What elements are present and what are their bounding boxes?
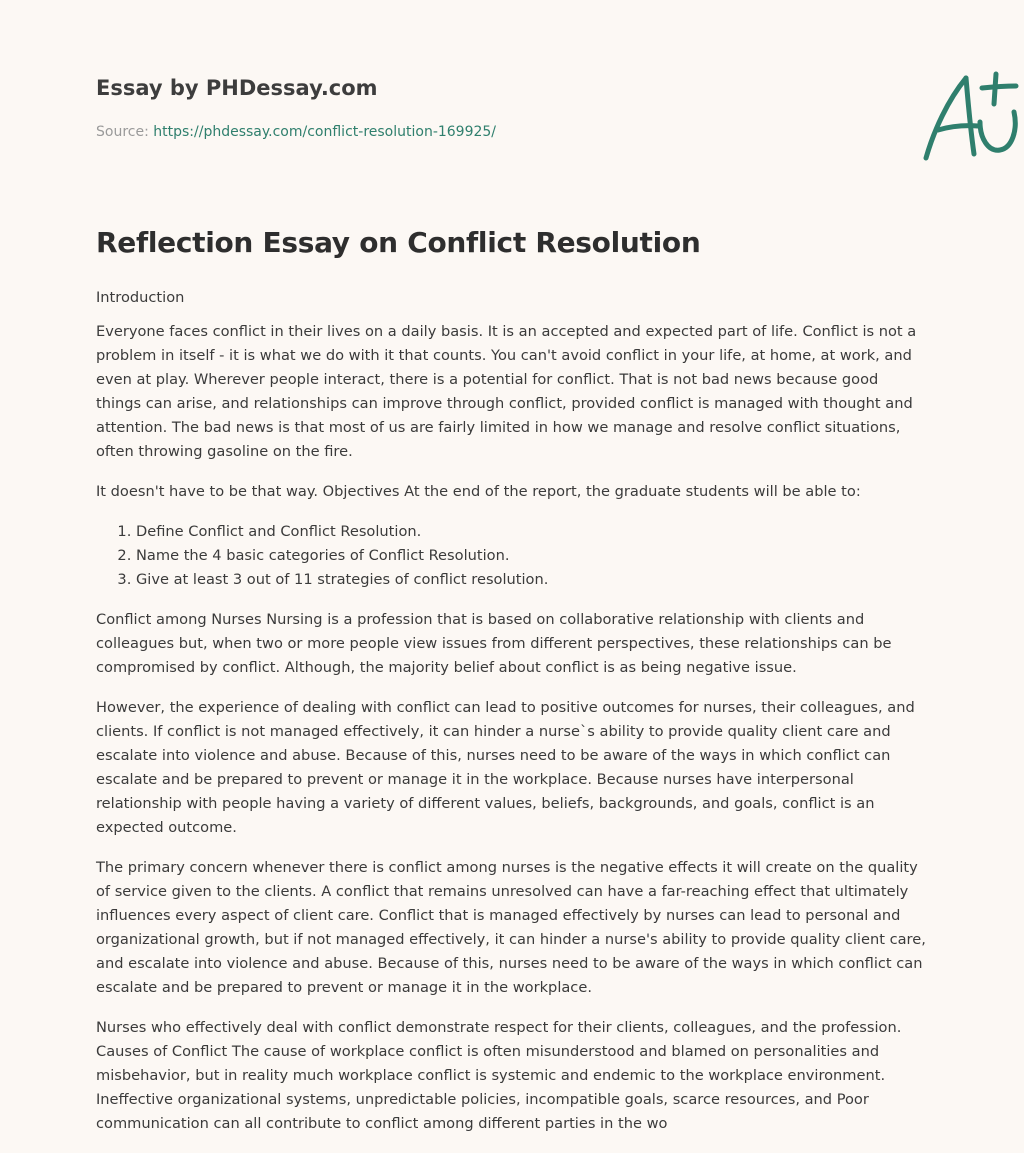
paragraph: Conflict among Nurses Nursing is a profession that is based on collaborative relationship with clients and colleagues but, when two or more people view issues from different perspectives, these relationships can be compromised by conflict. Although, the majority belief about conflict is as being negative issue. xyxy=(96,611,892,676)
objectives-list xyxy=(96,520,928,592)
list-item: 3. Give at least 3 out of 11 strategies of conflict resolution. xyxy=(136,568,928,592)
a-plus-icon xyxy=(918,68,1022,164)
list-item: 2. Name the 4 basic categories of Conflict Resolution. xyxy=(136,544,928,568)
list-item: 1. Define Conflict and Conflict Resolution. xyxy=(136,520,928,544)
paragraph: Everyone faces conflict in their lives on a daily basis. It is an accepted and expected part of life. Conflict is not a problem in itself - it is what we do with it that counts. You can't avoid conflict in your life, at home, at work, and even at play. Wherever people interact, there is a potential for conflict. That is not bad news because good things can arise, and relationships can improve through conflict, provided conflict is managed with thought and attention. The bad news is that most of us are fairly limited in how we manage and resolve conflict situations, often throwing gasoline on the fire. xyxy=(96,323,917,460)
essay-title: Reflection Essay on Conflict Resolution xyxy=(96,226,701,259)
source-label: Source: xyxy=(96,124,154,140)
brand-title: Essay by PHDessay.com xyxy=(96,76,378,100)
paragraph: The primary concern whenever there is conflict among nurses is the negative effects it will create on the quality of service given to the clients. A conflict that remains unresolved can have a far-reaching effect that ultimately influences every aspect of client care. Conflict that is managed effectively by nurses can lead to personal and organizational growth, but if not managed effectively, it can hinder a nurse's ability to provide quality client care, and escalate into violence and abuse. Because of this, nurses need to be aware of the ways in which conflict can escalate and be prepared to prevent or manage it in the workplace. xyxy=(96,859,926,996)
paragraph: However, the experience of dealing with conflict can lead to positive outcomes for nurses, their colleagues, and clients. If conflict is not managed effectively, it can hinder a nurse`s ability to provide quality client care and escalate into violence and abuse. Because of this, nurses need to be aware of the ways in which conflict can escalate and be prepared to prevent or manage it in the workplace. Because nurses have interpersonal relationship with people having a variety of different values, beliefs, backgrounds, and goals, conflict is an expected outcome. xyxy=(96,699,915,836)
source-line xyxy=(96,124,496,140)
source-link[interactable]: https://phdessay.com/conflict-resolution-169925/ xyxy=(153,124,497,140)
essay-body xyxy=(96,286,928,1152)
paragraph: Nurses who effectively deal with conflict demonstrate respect for their clients, colleagues, and the profession. Causes of Conflict The cause of workplace conflict is often misunderstood and blamed on personalities and misbehavior, but in reality much workplace conflict is systemic and endemic to the workplace environment. Ineffective organizational systems, unpredictable policies, incompatible goals, scarce resources, and Poor communication can all contribute to conflict among different parties in the wo xyxy=(96,1019,902,1132)
paragraph: It doesn't have to be that way. Objectives At the end of the report, the graduate students will be able to: xyxy=(96,483,861,500)
intro-heading: Introduction xyxy=(96,289,185,306)
